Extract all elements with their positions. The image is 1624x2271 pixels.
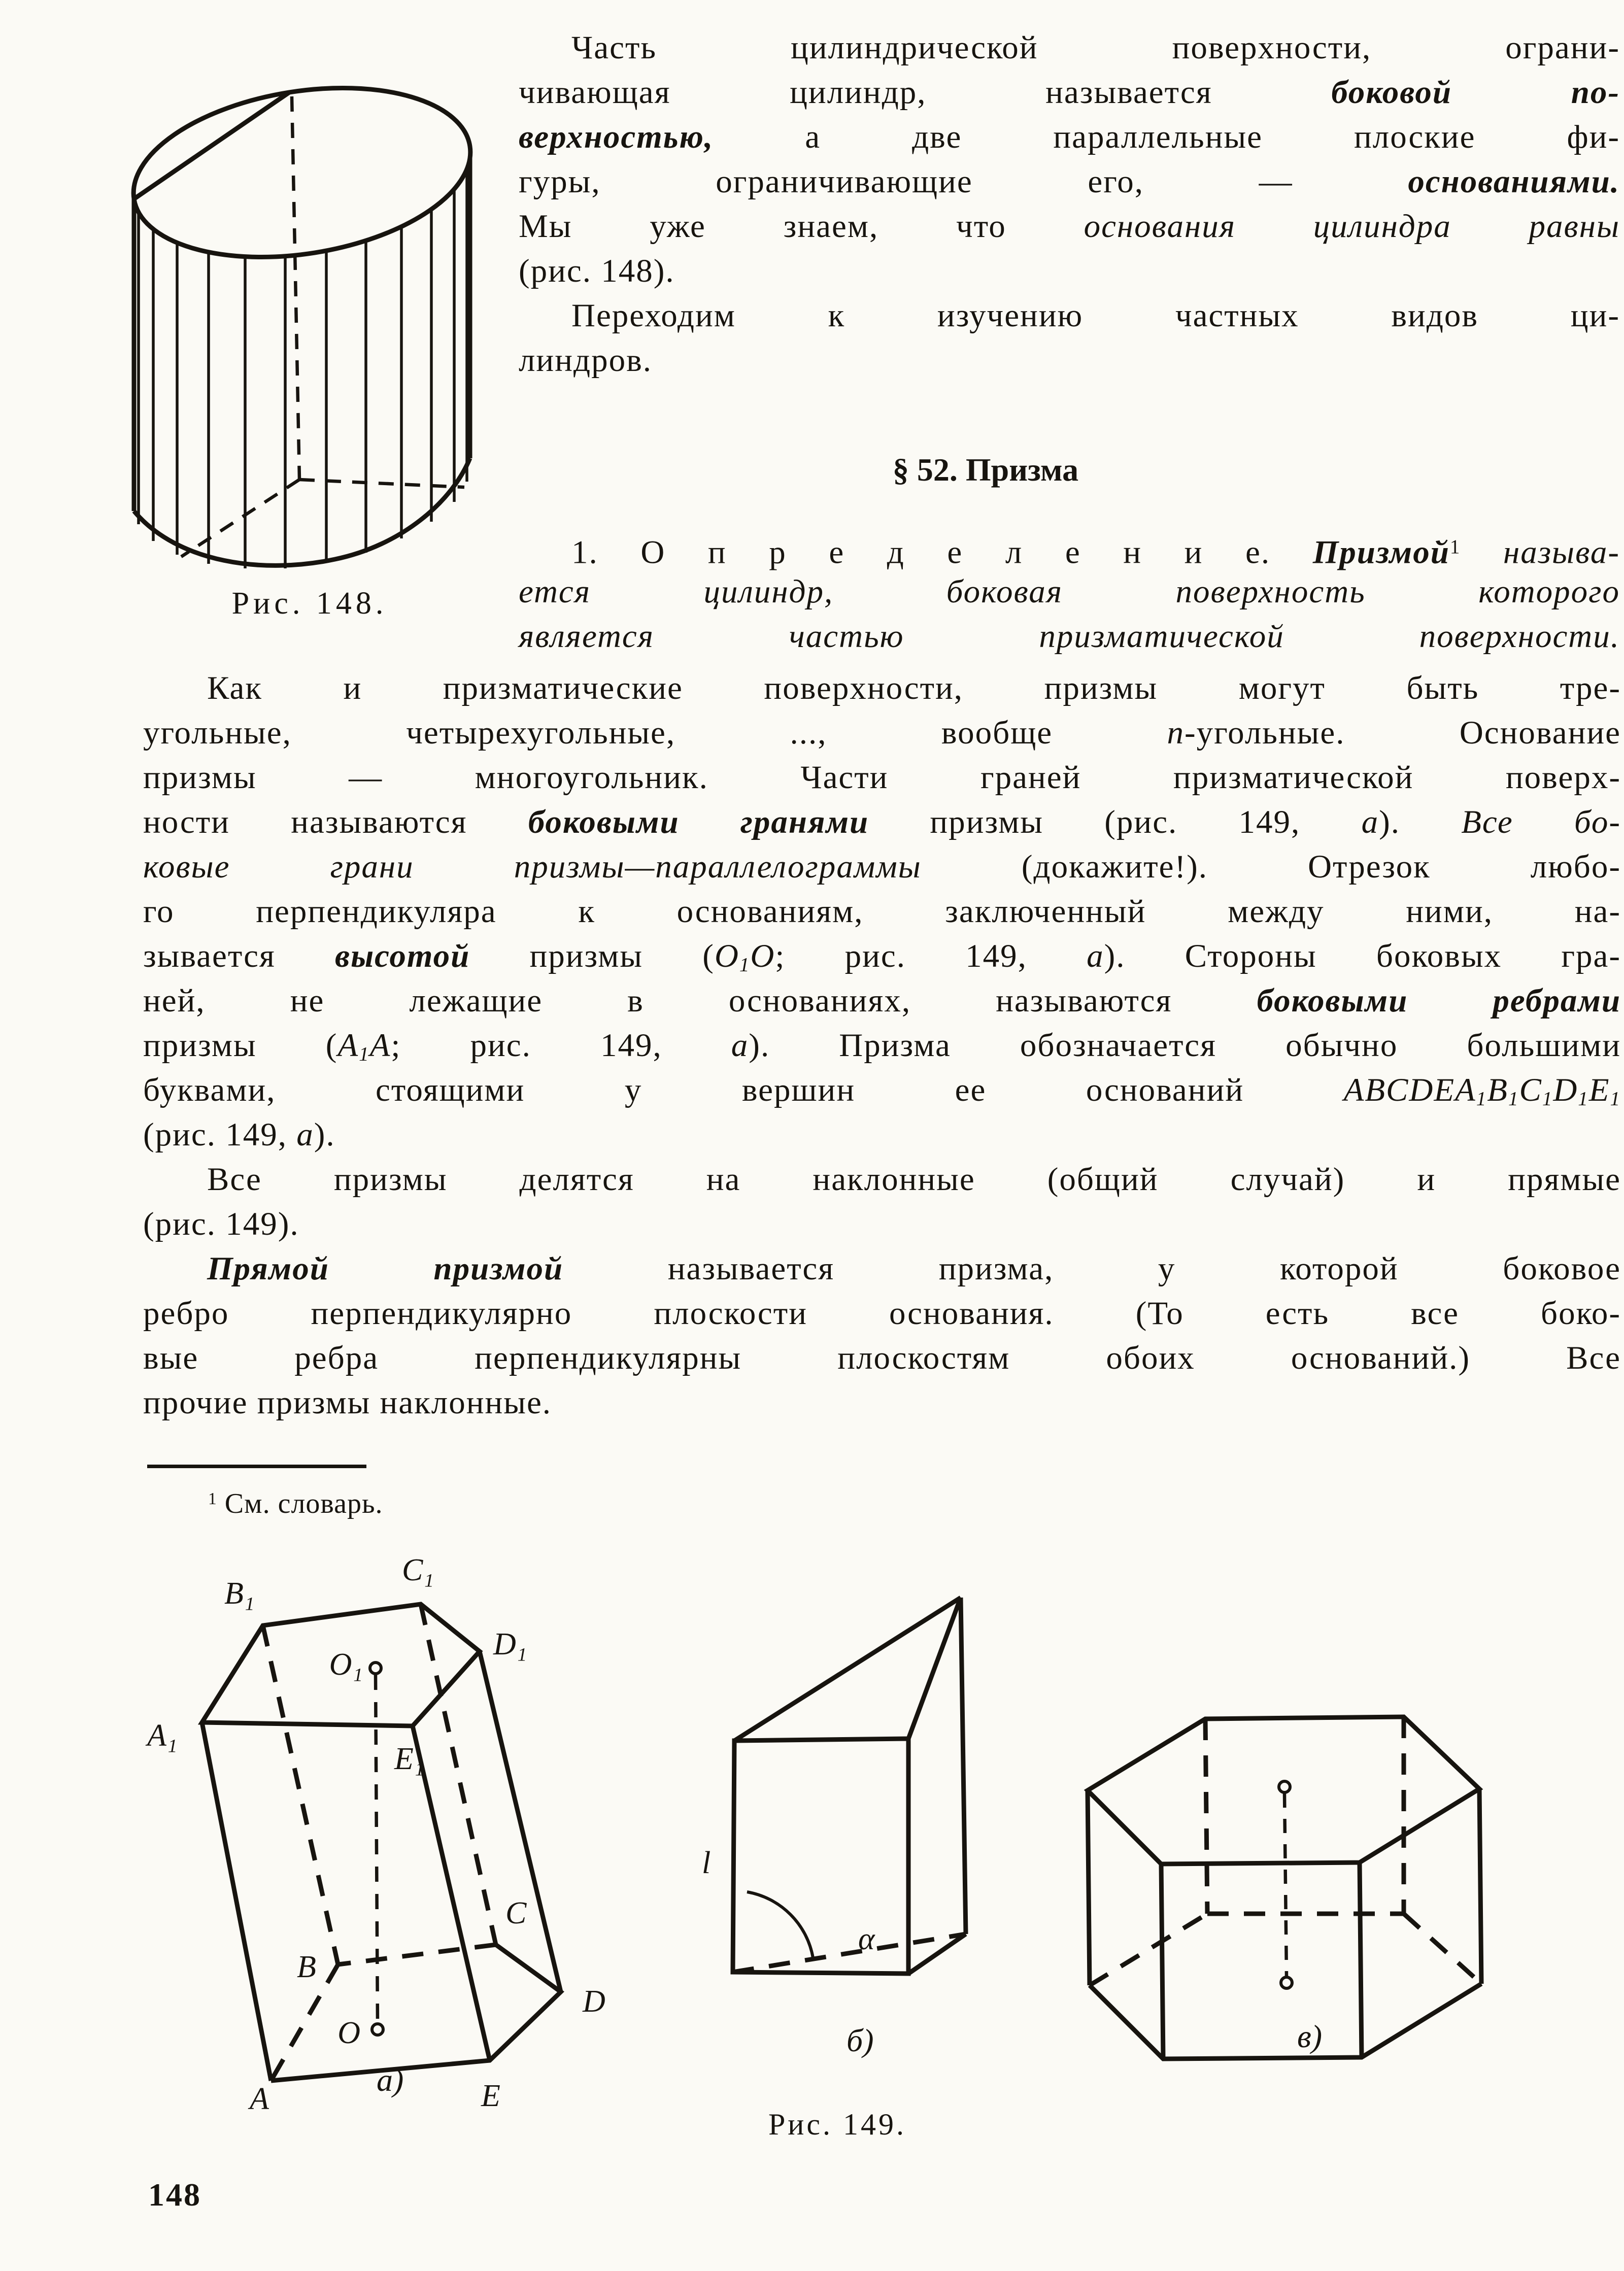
angle-label-alpha: α: [858, 1922, 875, 1956]
text-line: чивающая цилиндр, называется боковой по-: [519, 74, 1620, 111]
figure-148: [96, 20, 523, 622]
text-line: прочие призмы наклонные.: [143, 1384, 552, 1421]
footnote: $^1$ См. словарь.: [208, 1487, 383, 1519]
text-line: Часть цилиндрической поверхности, ограни-: [571, 29, 1620, 66]
text-line: ковые грани призмы—параллелограммы (докажите!). Отрезок любо-: [143, 849, 1621, 885]
text-line: призмы (A1A; рис. 149, а). Призма обозначается обычно большими: [143, 1027, 1621, 1065]
vertex-label-d1: D₁: [493, 1627, 527, 1662]
text-line: (рис. 149).: [143, 1206, 299, 1242]
text-line: ребро перпендикулярно плоскости основания. (То есть все боко-: [143, 1295, 1621, 1332]
text-line: ется цилиндр, боковая поверхность которого: [519, 573, 1620, 610]
center-label-o1: O₁: [329, 1647, 363, 1682]
center-label-o: O: [337, 2016, 360, 2050]
vertex-label-a: A: [250, 2082, 269, 2115]
vertex-label-e: E: [481, 2079, 500, 2113]
subfigure-label-a: а): [377, 2062, 404, 2098]
figure-149v: [1065, 1689, 1501, 2090]
main-text: [143, 666, 1621, 1521]
text-line: Как и призматические поверхности, призмы могут быть тре-: [207, 670, 1621, 706]
text-line: Все призмы делятся на наклонные (общий случай) и прямые: [207, 1161, 1621, 1198]
text-line: Мы уже знаем, что основания цилиндра равны: [519, 208, 1620, 245]
cylinder-drawing: [96, 20, 523, 579]
text-line: призмы — многоугольник. Части граней призматической поверх-: [143, 759, 1621, 796]
figure-148-caption: Рис. 148.: [231, 586, 388, 621]
triangular-prism-drawing: [688, 1560, 1002, 2067]
vertex-label-e1: E₁: [394, 1742, 425, 1776]
figure-149b: [688, 1560, 1002, 2067]
text-line: буквами, стоящими у вершин ее оснований ABCDEA1B1C1D1E1: [143, 1072, 1621, 1110]
text-line: вые ребра перпендикулярны плоскостям обоих оснований.) Все: [143, 1340, 1621, 1376]
figure-149-caption: Рис. 149.: [768, 2108, 907, 2141]
text-line: Прямой призмой называется призма, у которой боковое: [207, 1250, 1621, 1287]
subfigure-label-b: б): [847, 2022, 874, 2058]
vertex-label-c: C: [505, 1896, 527, 1930]
text-line: (рис. 149, а).: [143, 1116, 335, 1153]
text-line: го перпендикуляра к основаниям, заключенный между ними, на-: [143, 893, 1621, 930]
page-number: 148: [148, 2177, 201, 2213]
text-line: верхностью, а две параллельные плоские фи-: [519, 119, 1620, 155]
text-line: ней, не лежащие в основаниях, называются боковыми ребрами: [143, 982, 1621, 1019]
text-line: линдров.: [519, 342, 653, 379]
vertex-label-c1: C₁: [402, 1553, 434, 1587]
edge-label-l: l: [702, 1846, 711, 1880]
text-line: зывается высотой призмы (O1O; рис. 149, а). Стороны боковых гра-: [143, 938, 1621, 976]
vertex-label-a1: A₁: [147, 1718, 178, 1753]
text-line: угольные, четырехугольные, ..., вообще n-угольные. Основание: [143, 715, 1621, 751]
text-line: 1. О п р е д е л е н и е. Призмой$^1$ называ-: [571, 534, 1620, 571]
subfigure-label-v: в): [1297, 2018, 1323, 2054]
hexagonal-prism-drawing: [1065, 1689, 1501, 2090]
vertex-label-d: D: [583, 1984, 605, 2019]
vertex-label-b: B: [297, 1950, 316, 1984]
oblique-prism-drawing: [142, 1547, 680, 2115]
text-line: гуры, ограничивающие его, — основаниями.: [519, 163, 1620, 200]
text-line: (рис. 148).: [519, 253, 675, 289]
vertex-label-b1: B₁: [224, 1576, 255, 1611]
figure-149a: [142, 1547, 680, 2115]
text-line: ности называются боковыми гранями призмы (рис. 149, а). Все бо-: [143, 804, 1621, 840]
footnote-divider: [147, 1465, 366, 1468]
intro-column: [519, 25, 1620, 659]
text-line: Переходим к изучению частных видов ци-: [571, 297, 1620, 334]
text-line: является частью призматической поверхности.: [519, 618, 1620, 655]
section-heading: § 52. Призма: [892, 452, 1079, 488]
